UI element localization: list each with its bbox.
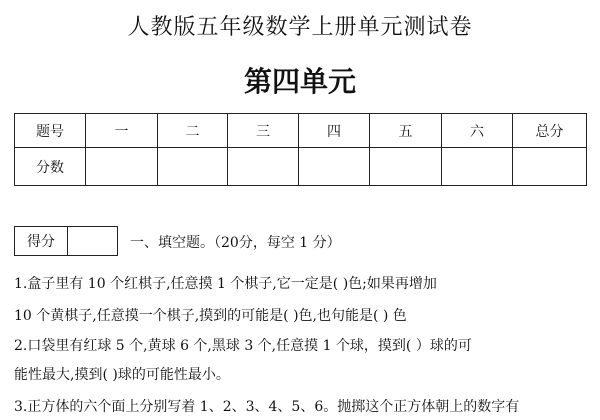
header-cell-2: 二 [158,114,228,148]
header-cell-total: 总分 [513,114,587,148]
question-2-line-2: 能性最大,摸到( )球的可能性最小。 [14,367,230,383]
question-1-line-1: 1.盒子里有 10 个红棋子,任意摸 1 个棋子,它一定是( )色;如果再增加 [14,276,437,292]
section-heading-fill-in: 一、填空题。（20分，每空 1 分） [130,235,341,251]
section-score-value-cell [68,227,117,255]
score-table [14,113,587,186]
score-cell-2 [158,148,228,186]
header-cell-question-number: 题号 [15,114,86,148]
unit-title: 第四单元 [243,65,356,98]
score-cell-1 [86,148,158,186]
question-2-line-1: 2.口袋里有红球 5 个,黄球 6 个,黑球 3 个,任意摸 1 个球，摸到( ）球的可 [14,338,472,354]
header-cell-6: 六 [442,114,513,148]
question-1-line-2: 10 个黄棋子,任意摸一个棋子,摸到的可能是( )色,也句能是( ) 色 [14,308,407,324]
section-score-box [14,226,118,256]
header-cell-3: 三 [228,114,299,148]
header-cell-5: 五 [370,114,442,148]
score-table-header-row [15,114,587,148]
score-cell-4 [299,148,370,186]
score-cell-total [513,148,587,186]
score-cell-6 [442,148,513,186]
score-cell-5 [370,148,442,186]
exam-title: 人教版五年级数学上册单元测试卷 [127,15,473,40]
score-table-score-row [15,148,587,186]
section-score-label: 得分 [15,227,68,255]
score-row-label: 分数 [15,148,86,186]
score-cell-3 [228,148,299,186]
header-cell-4: 四 [299,114,370,148]
header-cell-1: 一 [86,114,158,148]
question-3-line-1: 3.正方体的六个面上分别写着 1、2、3、4、5、6。抛掷这个正方体朝上的数字有 [14,399,520,415]
